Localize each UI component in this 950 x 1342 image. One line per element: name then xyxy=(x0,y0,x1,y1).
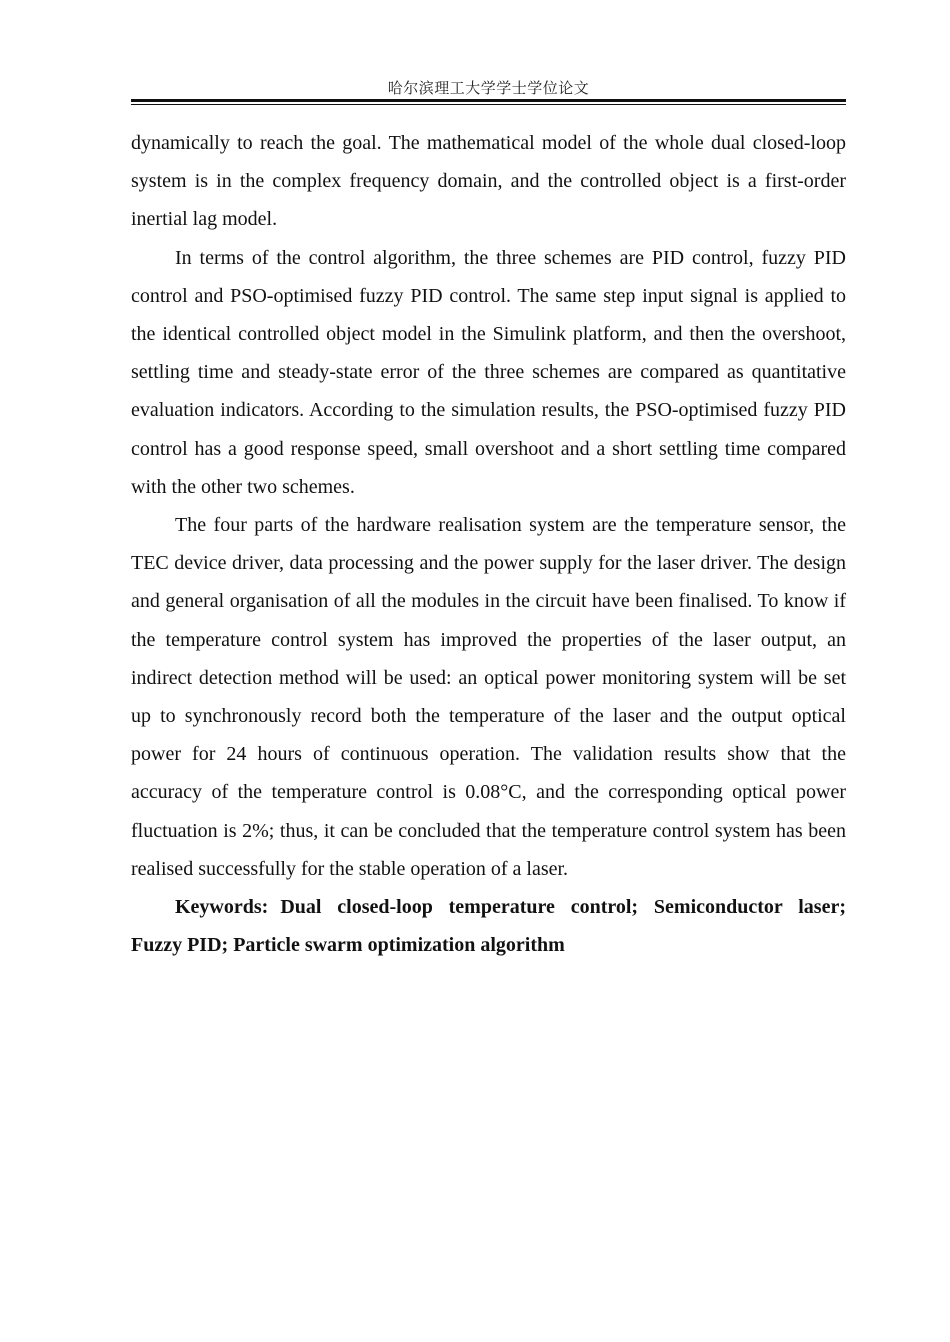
paragraph-control-algorithm: In terms of the control algorithm, the three schemes are PID control, fuzzy PID control and PSO-optimised fuzzy PID control. The same step input signal is applied to the identical controlled object model in the Simulink platform, and then the overshoot, settling time and steady-state error of the three schemes are compared as quantitative evaluation indicators. According to the simulation results, the PSO-optimised fuzzy PID control has a good response speed, small overshoot and a short settling time compared with the other two schemes. xyxy=(131,246,846,498)
running-header: 哈尔滨理工大学学士学位论文 xyxy=(387,79,590,97)
keywords-text: Dual closed-loop temperature control; Semiconductor laser; Fuzzy PID; Particle swarm optimization algorithm xyxy=(131,896,846,957)
paragraph-hardware: The four parts of the hardware realisation system are the temperature sensor, the TEC device driver, data processing and the power supply for the laser driver. The design and general organisation of all the modules in the circuit have been finalised. To know if the temperature control system has improved the properties of the laser output, an indirect detection method will be used: an optical power monitoring system will be set up to synchronously record both the temperature of the laser and the output optical power for 24 hours of continuous operation. The validation results show that the accuracy of the temperature control is 0.08°C, and the corresponding optical power fluctuation is 2%; thus, it can be concluded that the temperature control system has been realised successfully for the stable operation of a laser. xyxy=(131,514,846,880)
paragraph-continuation: dynamically to reach the goal. The mathematical model of the whole dual closed-loop system is in the complex frequency domain, and the controlled object is a first-order inertial lag model. xyxy=(131,132,846,231)
header-rule-thick xyxy=(131,99,846,102)
abstract-body xyxy=(131,124,846,964)
keywords-line xyxy=(131,888,846,964)
header-rule-thin xyxy=(131,104,846,105)
keywords-label: Keywords: xyxy=(175,896,269,919)
